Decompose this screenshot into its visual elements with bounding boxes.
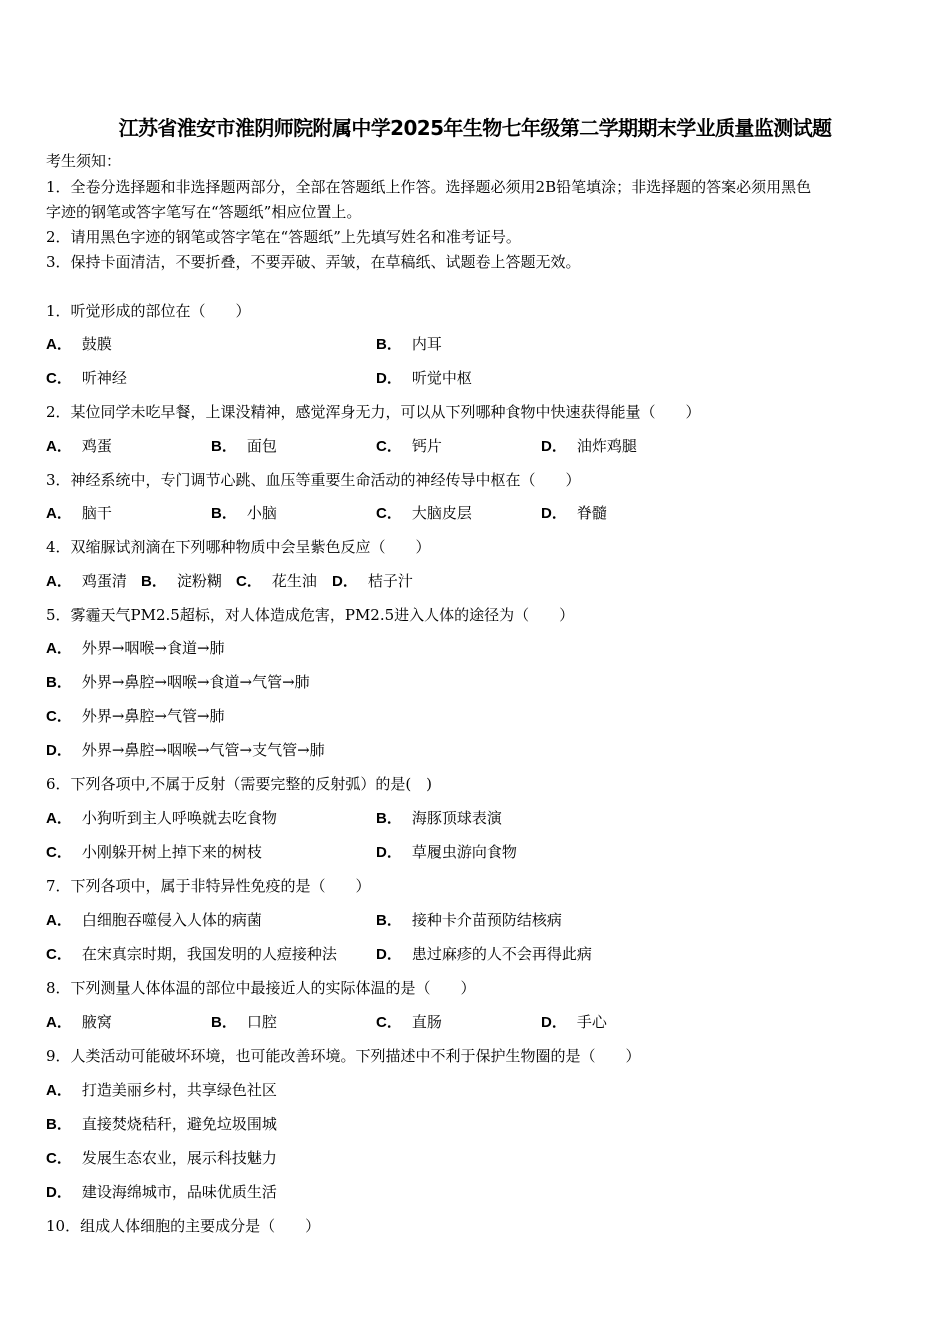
option-text: 接种卡介苗预防结核病 [411,911,562,929]
option-text: 鸡蛋 [81,437,112,455]
option-text: 鼓膜 [81,335,112,353]
option[interactable] [541,1012,607,1033]
option-key: B． [211,1014,237,1031]
option[interactable] [46,1012,112,1033]
question-stem: 9．人类活动可能破坏环境，也可能改善环境。下列描述中不利于保护生物圈的是（ ） [46,1047,641,1065]
option-text: 钙片 [411,437,442,455]
option-text: 在宋真宗时期，我国发明的人痘接种法 [81,945,337,963]
option-key: C． [46,370,72,387]
option-key: D． [46,1184,72,1201]
option[interactable] [141,571,222,592]
question-stem: 7．下列各项中，属于非特异性免疫的是（ ） [46,877,371,895]
option-text: 小刚躲开树上掉下来的树枝 [81,843,262,861]
option-key: B． [376,336,402,353]
option-text: 患过麻疹的人不会再得此病 [411,945,592,963]
option-key: C． [376,505,402,522]
option-text: 口腔 [246,1013,277,1031]
option[interactable] [541,436,637,457]
option[interactable] [332,571,413,592]
option[interactable] [46,638,225,659]
question-stem: 3．神经系统中，专门调节心跳、血压等重要生命活动的神经传导中枢在（ ） [46,471,581,489]
option[interactable] [46,910,262,931]
option[interactable] [376,436,442,457]
option-key: B． [46,1116,72,1133]
option-text: 脊髓 [576,504,607,522]
question-stem: 8．下列测量人体体温的部位中最接近人的实际体温的是（ ） [46,979,476,997]
option-key: B． [376,810,402,827]
option-key: C． [46,1150,72,1167]
option-text: 鸡蛋清 [81,572,127,590]
option[interactable] [376,808,502,829]
option-key: A． [46,505,72,522]
option-key: A． [46,438,72,455]
option-key: C． [376,438,402,455]
option-key: A． [46,912,72,929]
option-text: 外界→鼻腔→咽喉→食道→气管→肺 [81,673,310,691]
option-text: 打造美丽乡村，共享绿色社区 [81,1081,277,1099]
option[interactable] [46,503,112,524]
option-text: 大脑皮层 [411,504,472,522]
option-key: B． [211,505,237,522]
option-key: D． [541,438,567,455]
option-text: 脑干 [81,504,112,522]
option[interactable] [376,842,517,863]
option-text: 发展生态农业，展示科技魅力 [81,1149,277,1167]
option-text: 内耳 [411,335,442,353]
option[interactable] [376,368,472,389]
option[interactable] [46,672,310,693]
question-stem: 10．组成人体细胞的主要成分是（ ） [46,1217,321,1235]
option[interactable] [46,1182,277,1203]
option-text: 外界→鼻腔→气管→肺 [81,707,225,725]
option[interactable] [46,842,262,863]
option[interactable] [211,436,277,457]
option-key: D． [332,573,358,590]
option[interactable] [46,706,225,727]
question-stem: 1．听觉形成的部位在（ ） [46,302,251,320]
option-key: C． [236,573,262,590]
option[interactable] [46,1148,277,1169]
option[interactable] [46,334,112,355]
option-text: 桔子汁 [367,572,413,590]
option[interactable] [211,1012,277,1033]
option-key: C． [46,844,72,861]
option-text: 海豚顶球表演 [411,809,502,827]
option[interactable] [46,1114,277,1135]
option-key: D． [376,844,402,861]
option-text: 面包 [246,437,277,455]
question-stem: 5．雾霾天气PM2.5超标，对人体造成危害，PM2.5进入人体的途径为（ ） [46,606,575,624]
option-key: A． [46,640,72,657]
notice-item: 字迹的钢笔或答字笔写在“答题纸”相应位置上。 [46,203,362,221]
option[interactable] [376,503,472,524]
option-key: A． [46,336,72,353]
option-key: C． [46,946,72,963]
option-text: 直肠 [411,1013,442,1031]
option-key: C． [376,1014,402,1031]
option[interactable] [46,808,277,829]
notice-item: 2．请用黑色字迹的钢笔或答字笔在“答题纸”上先填写姓名和准考证号。 [46,228,521,246]
option[interactable] [46,436,112,457]
option-text: 直接焚烧秸秆，避免垃圾围城 [81,1115,277,1133]
option-key: D． [541,505,567,522]
option[interactable] [541,503,607,524]
option[interactable] [46,571,127,592]
notice-heading: 考生须知： [46,152,122,170]
option[interactable] [46,1080,277,1101]
notice-item: 1．全卷分选择题和非选择题两部分，全部在答题纸上作答。选择题必须用2B铅笔填涂；非选择题的答案必须用黑色 [46,178,812,196]
option-key: B． [376,912,402,929]
option-key: B． [141,573,167,590]
option-text: 手心 [576,1013,607,1031]
option-key: B． [46,674,72,691]
question-stem: 2．某位同学未吃早餐，上课没精神，感觉浑身无力，可以从下列哪种食物中快速获得能量（ ） [46,403,701,421]
option-text: 草履虫游向食物 [411,843,517,861]
option-text: 腋窝 [81,1013,112,1031]
option-text: 外界→鼻腔→咽喉→气管→支气管→肺 [81,741,325,759]
option[interactable] [46,944,337,965]
option-key: D． [376,370,402,387]
option-text: 小狗听到主人呼唤就去吃食物 [81,809,277,827]
option-key: D． [46,742,72,759]
option-key: D． [376,946,402,963]
option-key: C． [46,708,72,725]
option[interactable] [376,910,562,931]
option-key: A． [46,573,72,590]
option-text: 白细胞吞噬侵入人体的病菌 [81,911,262,929]
exam-title: 江苏省淮安市淮阴师院附属中学2025年生物七年级第二学期期末学业质量监测试题 [118,116,832,140]
option[interactable] [46,368,127,389]
option-text: 小脑 [246,504,277,522]
question-stem: 4．双缩脲试剂滴在下列哪种物质中会呈紫色反应（ ） [46,538,431,556]
option-text: 听觉中枢 [411,369,472,387]
option[interactable] [236,571,317,592]
option-text: 建设海绵城市，品味优质生活 [81,1183,277,1201]
option[interactable] [46,740,325,761]
option-text: 外界→咽喉→食道→肺 [81,639,225,657]
option[interactable] [376,334,442,355]
option-key: B． [211,438,237,455]
option-text: 听神经 [81,369,127,387]
option-key: D． [541,1014,567,1031]
option-text: 淀粉糊 [176,572,222,590]
option[interactable] [376,944,592,965]
option-key: A． [46,1014,72,1031]
option-key: A． [46,1082,72,1099]
option[interactable] [376,1012,442,1033]
notice-item: 3．保持卡面清洁，不要折叠，不要弄破、弄皱，在草稿纸、试题卷上答题无效。 [46,253,581,271]
option-text: 花生油 [271,572,317,590]
option[interactable] [211,503,277,524]
question-stem: 6．下列各项中,不属于反射（需要完整的反射弧）的是( ) [46,775,433,793]
option-key: A． [46,810,72,827]
option-text: 油炸鸡腿 [576,437,637,455]
